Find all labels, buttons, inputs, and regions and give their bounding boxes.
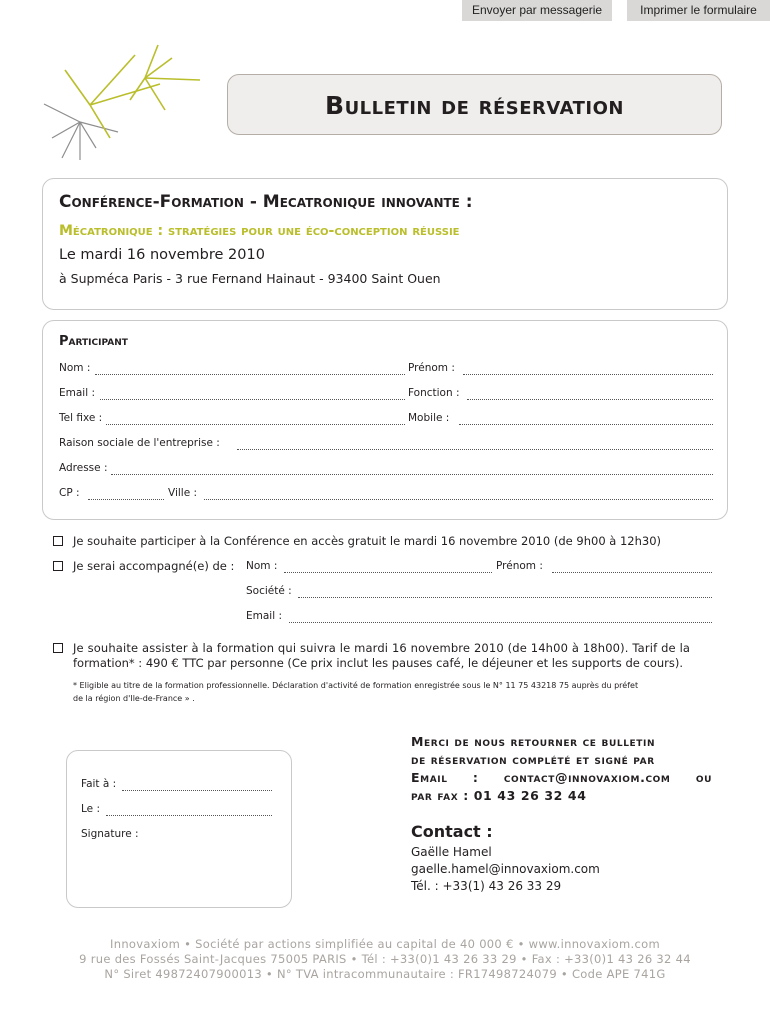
conference-option-label: Je souhaite participer à la Conférence en accès gratuit le mardi 16 novembre 2010 (de 9h00 à 12h30)	[73, 534, 662, 548]
raison-sociale-field[interactable]	[237, 449, 713, 450]
event-location: à Supméca Paris - 3 rue Fernand Hainaut - 93400 Saint Ouen	[59, 271, 441, 286]
fait-a-label: Fait à :	[81, 778, 117, 790]
acc-email-field[interactable]	[289, 622, 712, 623]
nom-label: Nom :	[59, 362, 91, 374]
signature-box	[66, 750, 292, 908]
acc-nom-field[interactable]	[284, 572, 492, 573]
return-ou: ou	[695, 770, 712, 785]
acc-prenom-label: Prénom :	[496, 560, 543, 572]
footer-line-2: 9 rue des Fossés Saint-Jacques 75005 PARIS • Tél : +33(0)1 43 26 33 29 • Fax : +33(0)1 43 26 32 44	[79, 952, 691, 966]
acc-nom-label: Nom :	[246, 560, 278, 572]
event-date: Le mardi 16 novembre 2010	[59, 247, 265, 263]
conference-checkbox[interactable]	[53, 536, 63, 546]
title-box	[227, 74, 722, 135]
return-email-word: Email	[411, 770, 448, 785]
return-line-1: Merci de nous retourner ce bulletin	[411, 734, 656, 749]
accompagne-checkbox[interactable]	[53, 561, 63, 571]
acc-prenom-field[interactable]	[552, 572, 712, 573]
tel-fixe-field[interactable]	[106, 424, 405, 425]
cp-label: CP :	[59, 487, 80, 499]
nom-field[interactable]	[95, 374, 405, 375]
return-line-4: par fax : 01 43 26 32 44	[411, 788, 587, 803]
ville-label: Ville :	[168, 487, 198, 499]
adresse-field[interactable]	[111, 474, 713, 475]
return-email-address: contact@innovaxiom.com	[503, 770, 671, 785]
mobile-label: Mobile :	[408, 412, 450, 424]
event-subheading: Mécatronique : stratégies pour une éco-conception réussie	[59, 223, 460, 239]
acc-societe-field[interactable]	[298, 597, 712, 598]
fonction-field[interactable]	[467, 399, 713, 400]
formation-label-line2: formation* : 490 € TTC par personne (Ce prix inclut les pauses café, le déjeuner et les supports de cours).	[73, 656, 683, 670]
event-box	[42, 178, 728, 310]
mobile-field[interactable]	[459, 424, 713, 425]
participant-heading: Participant	[59, 334, 128, 349]
participant-box	[42, 320, 728, 520]
contact-heading: Contact :	[411, 822, 493, 841]
return-info	[411, 733, 712, 805]
date-field[interactable]	[106, 815, 272, 816]
fonction-label: Fonction :	[408, 387, 460, 399]
signature-label: Signature :	[81, 828, 139, 840]
prenom-label: Prénom :	[408, 362, 455, 374]
email-label: Email :	[59, 387, 96, 399]
acc-email-label: Email :	[246, 610, 283, 622]
contact-tel: Tél. : +33(1) 43 26 33 29	[411, 879, 562, 893]
contact-name: Gaëlle Hamel	[411, 845, 492, 859]
accompagne-label: Je serai accompagné(e) de :	[73, 559, 235, 573]
formation-note-line1: * Eligible au titre de la formation professionnelle. Déclaration d'activité de formation enregistrée sous le N° 11 75 43218 75 auprès du préfet	[73, 681, 639, 690]
return-line-3	[411, 769, 712, 787]
footer-line-1: Innovaxiom • Société par actions simplifiée au capital de 40 000 € • www.innovaxiom.com	[110, 937, 660, 951]
footer-line-3: N° Siret 49872407900013 • N° TVA intracommunautaire : FR17498724079 • Code APE 741G	[104, 967, 666, 981]
acc-societe-label: Société :	[246, 585, 292, 597]
send-by-email-button[interactable]: Envoyer par messagerie	[462, 0, 612, 21]
event-heading: Conférence-Formation - Mecatronique innovante :	[59, 192, 473, 212]
page-title: Bulletin de réservation	[325, 91, 624, 120]
email-field[interactable]	[100, 399, 405, 400]
print-form-button[interactable]: Imprimer le formulaire	[627, 0, 770, 21]
return-line-2: de réservation complété et signé par	[411, 752, 655, 767]
ville-field[interactable]	[204, 499, 713, 500]
formation-note-line2: de la région d'Ile-de-France » .	[73, 694, 195, 703]
tel-fixe-label: Tel fixe :	[59, 412, 103, 424]
cp-field[interactable]	[88, 499, 164, 500]
raison-sociale-label: Raison sociale de l'entreprise :	[59, 437, 220, 449]
star-logo-icon	[40, 40, 210, 165]
formation-label-line1: Je souhaite assister à la formation qui suivra le mardi 16 novembre 2010 (de 14h00 à 18h00). Tarif de la	[73, 641, 691, 655]
prenom-field[interactable]	[463, 374, 713, 375]
contact-email: gaelle.hamel@innovaxiom.com	[411, 862, 600, 876]
return-colon: :	[472, 770, 479, 785]
fait-a-field[interactable]	[122, 790, 272, 791]
adresse-label: Adresse :	[59, 462, 108, 474]
date-label: Le :	[81, 803, 101, 815]
formation-checkbox[interactable]	[53, 643, 63, 653]
